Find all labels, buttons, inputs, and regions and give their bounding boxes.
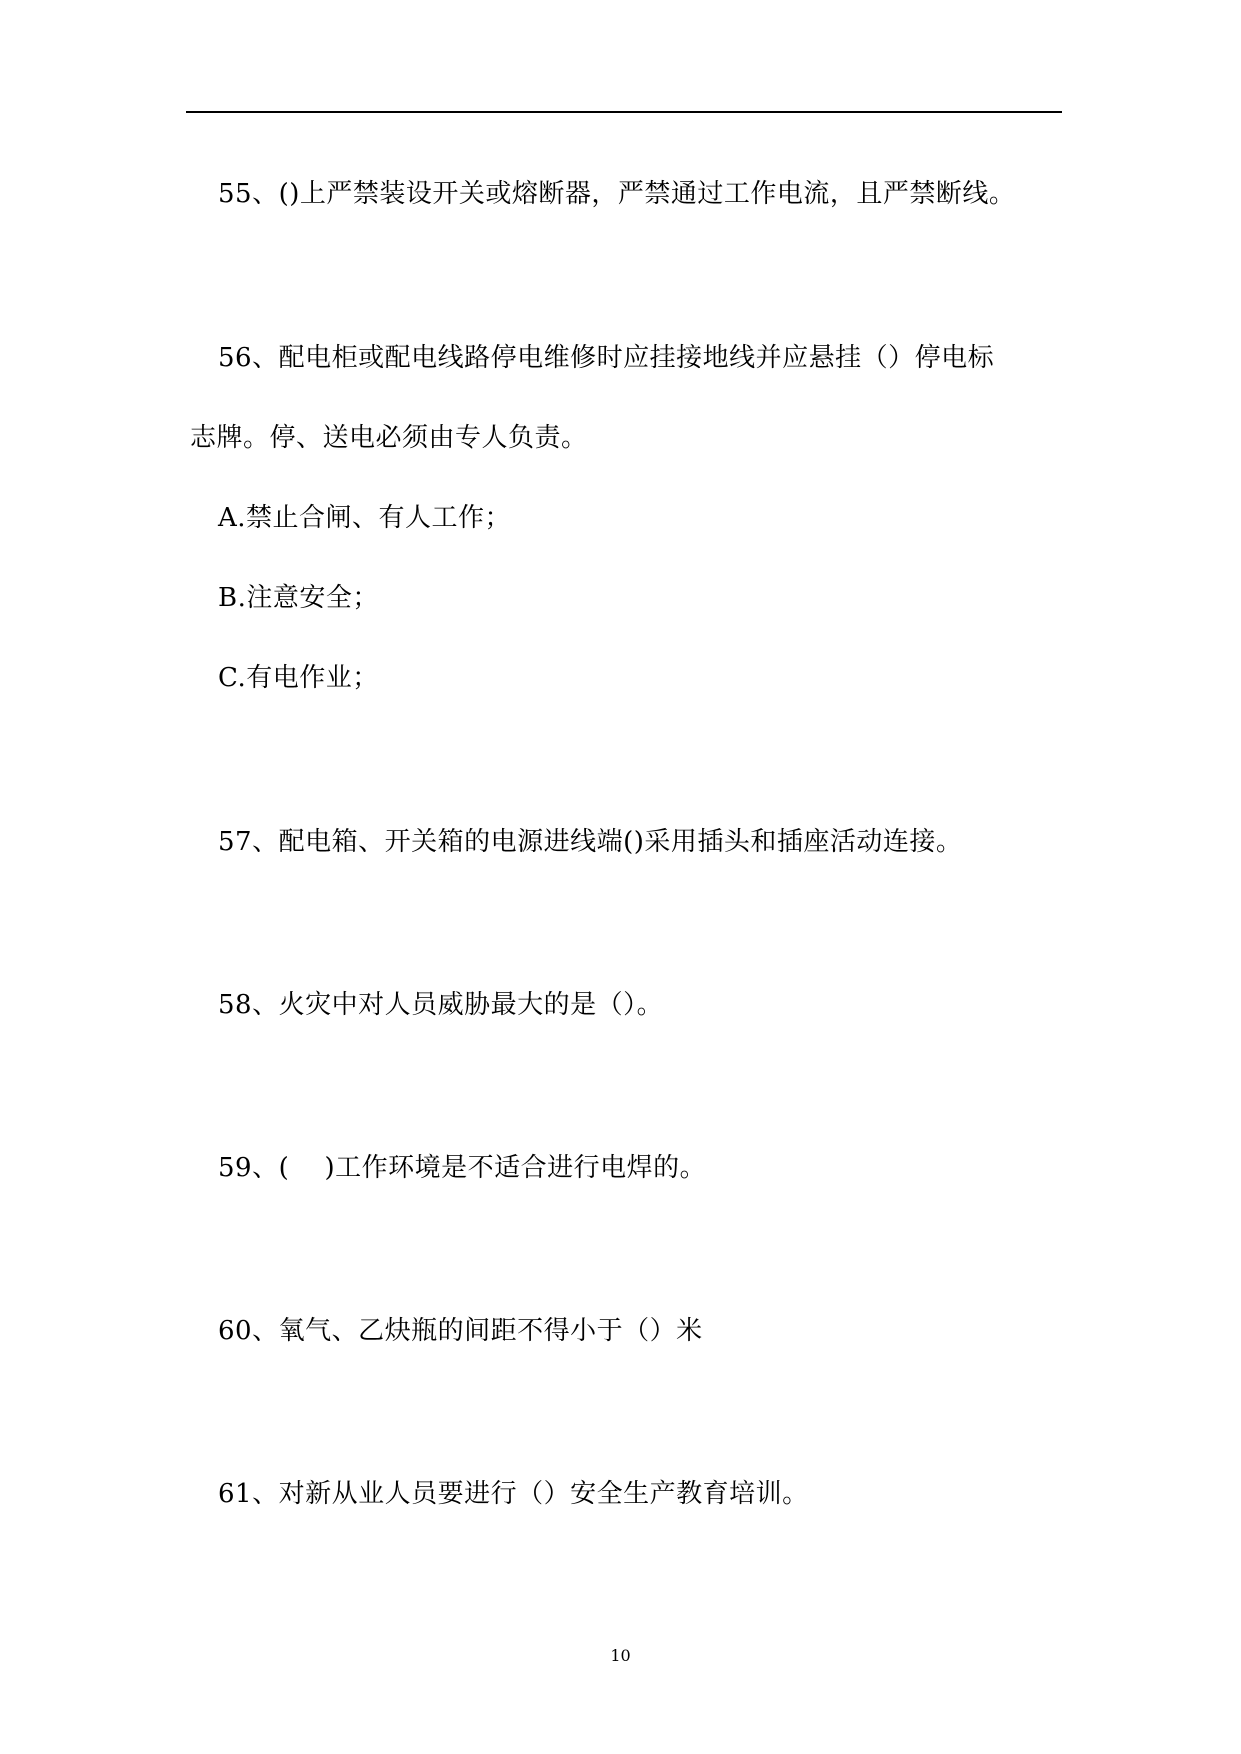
question-60: 60、氧气、乙炔瓶的间距不得小于（）米 [218, 1316, 703, 1346]
page-number: 10 [610, 1646, 631, 1665]
header-rule [186, 111, 1062, 113]
question-56-line-1: 56、配电柜或配电线路停电维修时应挂接地线并应悬挂（）停电标 [218, 343, 995, 373]
question-59: 59、( )工作环境是不适合进行电焊的。 [218, 1153, 707, 1183]
question-55: 55、()上严禁装设开关或熔断器，严禁通过工作电流，且严禁断线。 [218, 179, 1016, 209]
question-57: 57、配电箱、开关箱的电源进线端()采用插头和插座活动连接。 [218, 827, 963, 857]
question-56-option-b: B.注意安全； [218, 583, 379, 613]
question-61: 61、对新从业人员要进行（）安全生产教育培训。 [218, 1479, 809, 1509]
question-56-line-2: 志牌。停、送电必须由专人负责。 [190, 423, 588, 453]
question-58: 58、火灾中对人员威胁最大的是（）。 [218, 990, 664, 1020]
question-56-option-a: A.禁止合闸、有人工作； [218, 503, 512, 533]
question-56-option-c: C.有电作业； [218, 663, 379, 693]
